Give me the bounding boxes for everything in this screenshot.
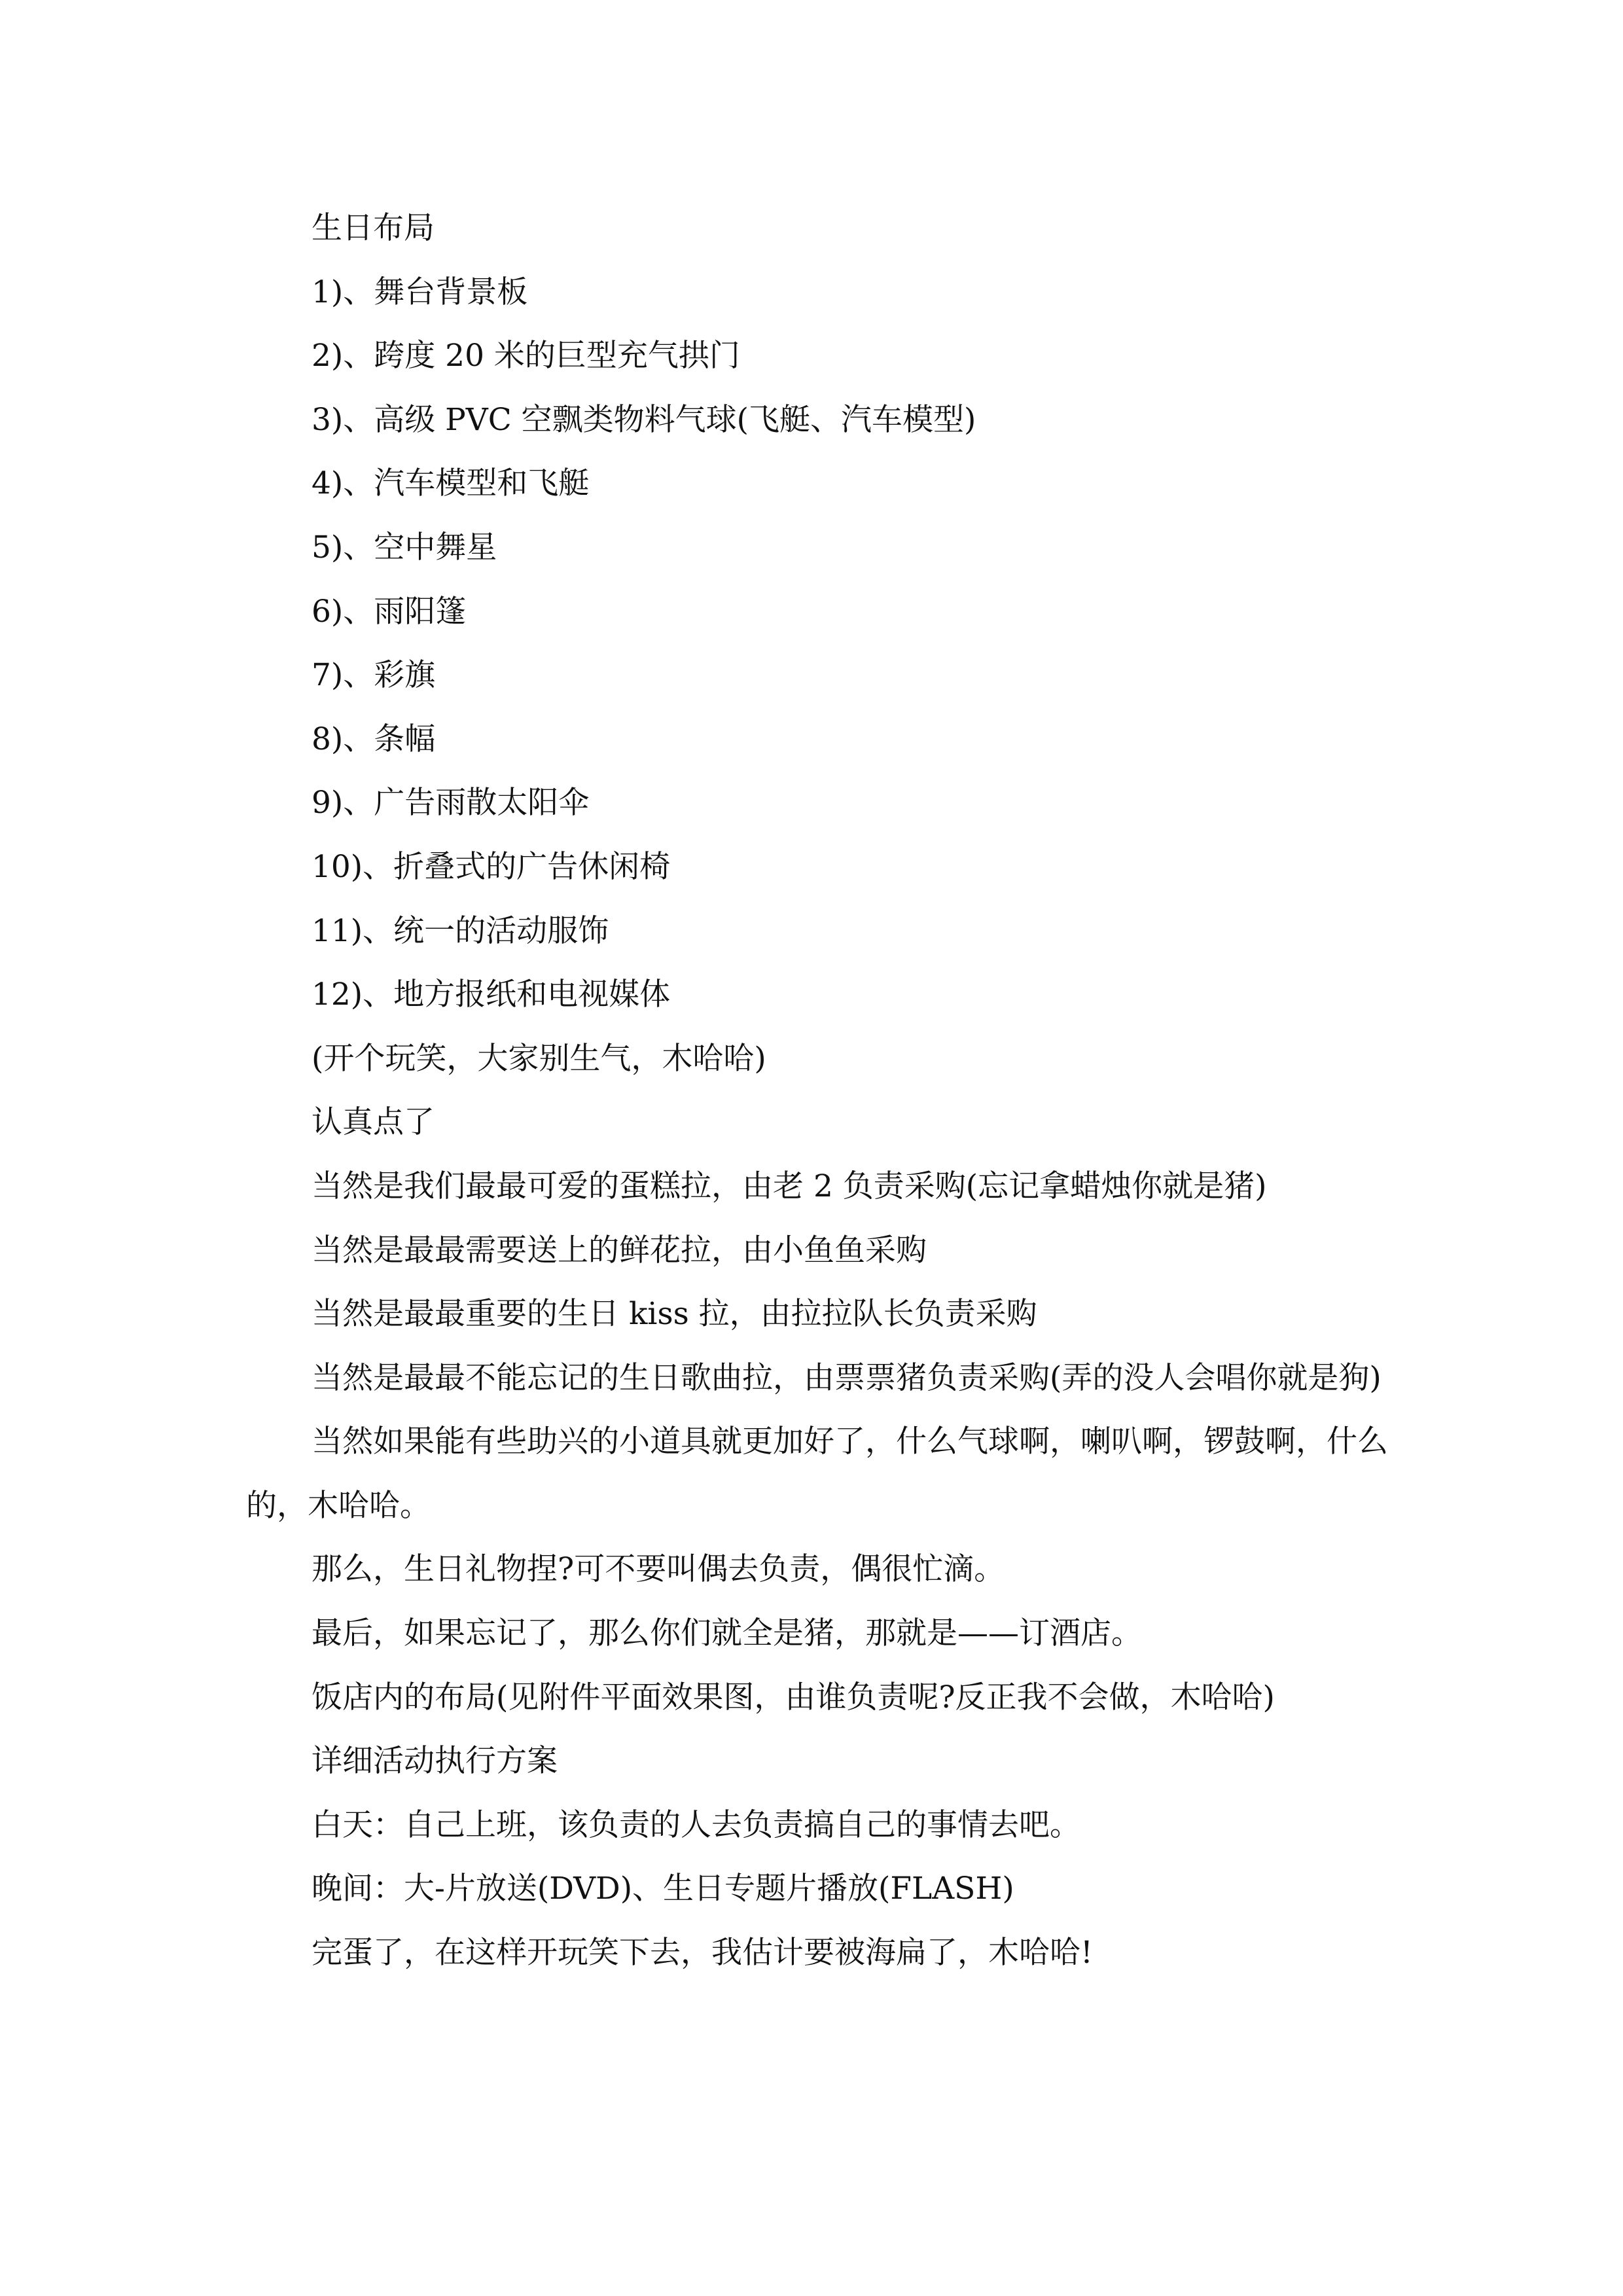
paragraph-song: 当然是最最不能忘记的生日歌曲拉，由票票猪负责采购(弄的没人会唱你就是狗) bbox=[312, 1359, 1382, 1396]
serious-note: 认真点了 bbox=[312, 1104, 435, 1141]
paragraph-gift: 那么，生日礼物捏?可不要叫偶去负责，偶很忙滴。 bbox=[312, 1551, 1005, 1588]
list-item-1: 1)、舞台背景板 bbox=[312, 274, 528, 310]
list-item-9: 9)、广告雨散太阳伞 bbox=[312, 785, 590, 821]
paragraph-kiss: 当然是最最重要的生日 kiss 拉，由拉拉队长负责采购 bbox=[312, 1296, 1037, 1333]
list-item-8: 8)、条幅 bbox=[312, 721, 436, 757]
paragraph-props: 当然如果能有些助兴的小道具就更加好了，什么气球啊，喇叭啊，锣鼓啊，什么的，木哈哈。 bbox=[246, 1424, 1388, 1524]
document-body bbox=[246, 196, 1401, 1985]
list-item-6: 6)、雨阳篷 bbox=[312, 593, 467, 630]
paragraph-hotel: 最后，如果忘记了，那么你们就全是猪，那就是——订酒店。 bbox=[312, 1615, 1142, 1652]
paragraph-restaurant-layout: 饭店内的布局(见附件平面效果图，由谁负责呢?反正我不会做，木哈哈) bbox=[312, 1679, 1275, 1715]
heading-execution-plan: 详细活动执行方案 bbox=[312, 1743, 558, 1780]
paragraph-flowers: 当然是最最需要送上的鲜花拉，由小鱼鱼采购 bbox=[312, 1232, 927, 1268]
list-item-11: 11)、统一的活动服饰 bbox=[312, 912, 609, 949]
paragraph-daytime: 白天：自己上班，该负责的人去负责搞自己的事情去吧。 bbox=[312, 1806, 1080, 1843]
paragraph-cake: 当然是我们最最可爱的蛋糕拉，由老 2 负责采购(忘记拿蜡烛你就是猪) bbox=[312, 1168, 1267, 1204]
list-item-7: 7)、彩旗 bbox=[312, 657, 436, 694]
list-item-4: 4)、汽车模型和飞艇 bbox=[312, 465, 590, 502]
list-item-10: 10)、折叠式的广告休闲椅 bbox=[312, 848, 671, 885]
list-item-12: 12)、地方报纸和电视媒体 bbox=[312, 977, 671, 1013]
list-item-2: 2)、跨度 20 米的巨型充气拱门 bbox=[312, 338, 740, 374]
list-item-3: 3)、高级 PVC 空飘类物料气球(飞艇、汽车模型) bbox=[312, 401, 976, 438]
paragraph-closing: 完蛋了，在这样开玩笑下去，我估计要被海扁了，木哈哈! bbox=[312, 1935, 1093, 1971]
paragraph-evening: 晚间：大-片放送(DVD)、生日专题片播放(FLASH) bbox=[312, 1871, 1014, 1907]
joke-note: (开个玩笑，大家别生气，木哈哈) bbox=[312, 1040, 766, 1077]
heading-birthday-layout: 生日布局 bbox=[312, 210, 435, 246]
list-item-5: 5)、空中舞星 bbox=[312, 529, 497, 565]
